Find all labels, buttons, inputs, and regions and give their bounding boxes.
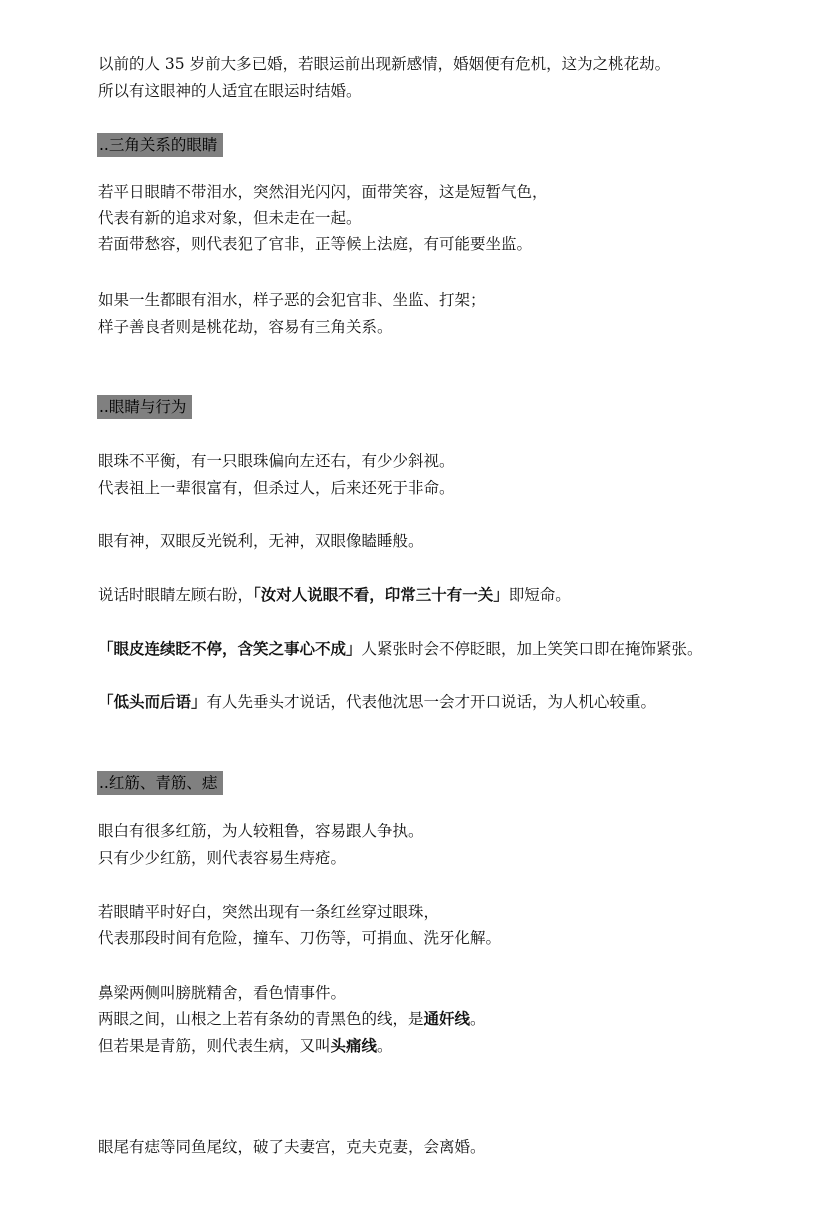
- paragraph-line: 眼珠不平衡，有一只眼珠偏向左还右，有少少斜视。: [98, 452, 455, 470]
- quoted-proverb: 「低头而后语」: [98, 693, 207, 711]
- section-heading-triangle: ..三角关系的眼睛: [97, 133, 223, 157]
- paragraph-line: 鼻梁两侧叫膀胱精舍，看色情事件。: [98, 984, 347, 1002]
- intro-line-2: 所以有这眼神的人适宜在眼运时结婚。: [98, 82, 362, 100]
- bold-term: 头痛线: [330, 1037, 378, 1055]
- paragraph-line: 代表那段时间有危险，撞车、刀伤等，可捐血、洗牙化解。: [98, 929, 502, 947]
- paragraph-line: 眼有神，双眼反光锐利，无神，双眼像瞌睡般。: [98, 532, 424, 550]
- text-span: 。: [470, 1010, 486, 1028]
- section-heading-veins: ..红筋、青筋、痣: [97, 771, 223, 795]
- section-heading-behavior: ..眼睛与行为: [97, 395, 192, 419]
- quoted-proverb: 「汝对人说眼不看，印常三十有一关」: [253, 586, 509, 604]
- paragraph-line: 如果一生都眼有泪水，样子恶的会犯官非、坐监、打架；: [98, 291, 486, 309]
- intro-line-1: 以前的人 35 岁前大多已婚，若眼运前出现新感情，婚姻便有危机，这为之桃花劫。: [98, 55, 671, 73]
- text-span: 即短命。: [508, 586, 571, 604]
- paragraph-line: [98, 639, 703, 659]
- paragraph-line: [98, 1036, 393, 1056]
- paragraph-line: 样子善良者则是桃花劫，容易有三角关系。: [98, 318, 393, 336]
- text-span: 两眼之间，山根之上若有条幼的青黑色的线，是: [98, 1010, 424, 1028]
- paragraph-line: 若平日眼睛不带泪水，突然泪光闪闪，面带笑容，这是短暂气色，: [98, 183, 548, 201]
- text-span: 说话时眼睛左顾右盼，: [98, 586, 254, 604]
- paragraph-line: 代表祖上一辈很富有，但杀过人，后来还死于非命。: [98, 479, 455, 497]
- paragraph-line: 代表有新的追求对象，但未走在一起。: [98, 209, 362, 227]
- paragraph-line: 若面带愁容，则代表犯了官非，正等候上法庭，有可能要坐监。: [98, 235, 533, 253]
- paragraph-line: [98, 585, 571, 605]
- text-span: 有人先垂头才说话，代表他沈思一会才开口说话，为人机心较重。: [206, 693, 657, 711]
- quoted-proverb: 「眼皮连续眨不停，含笑之事心不成」: [98, 640, 362, 658]
- bold-term: 通奸线: [423, 1010, 471, 1028]
- paragraph-line: 只有少少红筋，则代表容易生痔疮。: [98, 849, 347, 867]
- paragraph-line: 眼尾有痣等同鱼尾纹，破了夫妻宫，克夫克妻，会离婚。: [98, 1138, 486, 1156]
- text-span: 但若果是青筋，则代表生病，又叫: [98, 1037, 331, 1055]
- paragraph-line: 若眼睛平时好白，突然出现有一条红丝穿过眼珠，: [98, 903, 440, 921]
- text-span: 人紧张时会不停眨眼，加上笑笑口即在掩饰紧张。: [361, 640, 703, 658]
- paragraph-line: [98, 1009, 486, 1029]
- text-span: 。: [377, 1037, 393, 1055]
- paragraph-line: [98, 692, 656, 712]
- paragraph-line: 眼白有很多红筋，为人较粗鲁，容易跟人争执。: [98, 822, 424, 840]
